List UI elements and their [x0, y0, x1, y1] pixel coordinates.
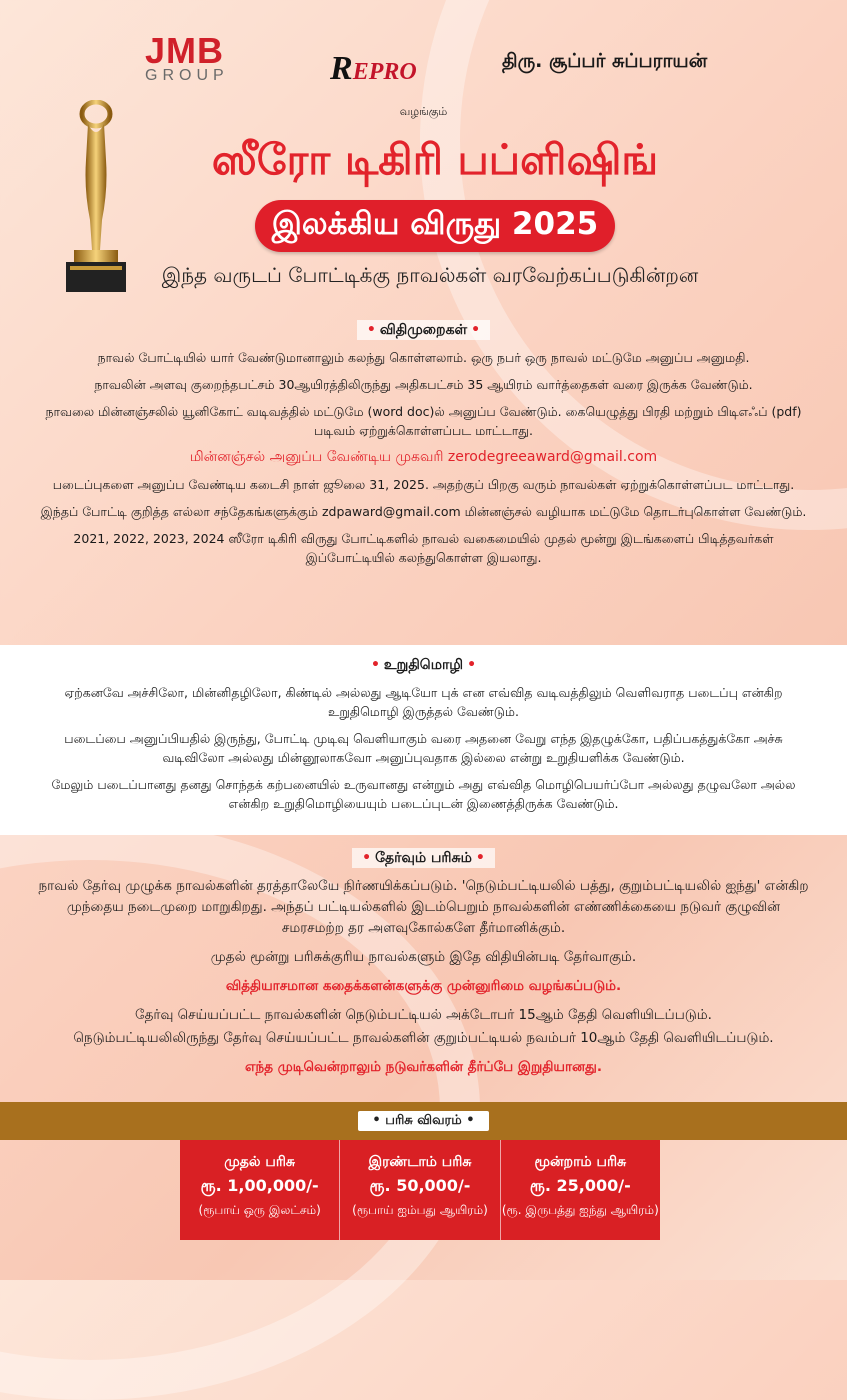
- award-badge: [255, 200, 615, 252]
- prize-words: (ரூ. இருபத்து ஐந்து ஆயிரம்): [501, 1203, 659, 1217]
- prize-words: (ரூபாய் ஐம்பது ஆயிரம்): [352, 1203, 488, 1217]
- rules-heading: விதிமுறைகள்: [379, 322, 468, 338]
- page-title: ஸீரோ டிகிரி பப்ளிஷிங்: [211, 135, 659, 184]
- rule-item: இந்தப் போட்டி குறித்த எல்லா சந்தேகங்களுக்கும் zdpaward@gmail.com மின்னஞ்சல் வழியாக மட்டுமே தொடர்புகொள்ள வேண்டும்.: [40, 504, 807, 519]
- selection-highlight: வித்தியாசமான கதைக்களன்களுக்கு முன்னுரிமை வழங்கப்படும்.: [225, 978, 622, 994]
- subtitle: இந்த வருடப் போட்டிக்கு நாவல்கள் வரவேற்கப்படுகின்றன: [161, 263, 699, 287]
- selection-text: நாவல் தேர்வு முழுக்க நாவல்களின் தரத்தாலேயே நிர்ணயிக்கப்படும். 'நெடும்பட்டியலில் பத்து, குறும்பட்டியலில் ஐந்து' என்கிற முந்தைய நடைமுறை மாறுகிறது. அந்தப் பட்டியல்களில் இடம்பெறும் நாவல்களின் எண்ணிக்கையை நடுவர் குழுவின் சமரசமற்ற தர அளவுகோல்களே தீர்மானிக்கும்.: [38, 878, 809, 936]
- selection-highlight: எந்த முடிவென்றாலும் நடுவர்களின் தீர்ப்பே இறுதியானது.: [245, 1059, 602, 1075]
- rule-item: நாவலை மின்னஞ்சலில் யூனிகோட் வடிவத்தில் மட்டுமே (word doc)ல் அனுப்ப வேண்டும். கையெழுத்து பிரதி மற்றும் பிடிஎஃப் (pdf) படிவம் ஏற்றுக்கொள்ளப்பட மாட்டாது.: [45, 404, 802, 438]
- selection-section: [35, 850, 812, 1086]
- rule-item: நாவலின் அளவு குறைந்தபட்சம் 30ஆயிரத்திலிருந்து அதிகபட்சம் 35 ஆயிரம் வார்த்தைகள் வரை இருக்க வேண்டும்.: [94, 377, 753, 392]
- jmb-logo: [145, 30, 229, 84]
- jmb-logo-text: JMB: [145, 30, 225, 71]
- rules-section: [35, 322, 812, 575]
- selection-text: தேர்வு செய்யப்பட்ட நாவல்களின் நெடும்பட்டியல் அக்டோபர் 15ஆம் தேதி வெளியிடப்படும்.: [135, 1007, 712, 1023]
- repro-logo-r: R: [330, 50, 353, 87]
- presents-label: வழங்கும்: [399, 105, 448, 118]
- pledge-item: ஏற்கனவே அச்சிலோ, மின்னிதழிலோ, கிண்டில் அல்லது ஆடியோ புக் என எவ்வித வடிவத்திலும் வெளிவராத படைப்பு என்கிற உறுதிமொழி இருத்தல் வேண்டும்.: [64, 685, 783, 719]
- prize-second: [340, 1140, 500, 1240]
- pledge-heading: உறுதிமொழி: [383, 657, 464, 673]
- email-line: மின்னஞ்சல் அனுப்ப வேண்டிய முகவரி zerodegreeaward@gmail.com: [189, 449, 658, 465]
- prize-heading: • பரிசு விவரம் •: [358, 1111, 488, 1131]
- prize-box: [180, 1140, 660, 1240]
- selection-heading: தேர்வும் பரிசும்: [375, 850, 472, 866]
- rule-item: 2021, 2022, 2023, 2024 ஸீரோ டிகிரி விருது போட்டிகளில் நாவல் வகைமையில் முதல் மூன்று இடங்களைப் பிடித்தவர்கள் இப்போட்டியில் கலந்துகொள்ள இயலாது.: [73, 531, 774, 565]
- award-title: இலக்கிய விருது 2025: [271, 206, 599, 242]
- prize-amount: ரூ. 25,000/-: [529, 1176, 631, 1195]
- section-heading: • உறுதிமொழி •: [35, 657, 812, 675]
- prize-heading-text: பரிசு விவரம்: [385, 1113, 462, 1128]
- selection-text: முதல் மூன்று பரிசுக்குரிய நாவல்களும் இதே விதியின்படி தேர்வாகும்.: [210, 949, 637, 965]
- prize-title: இரண்டாம் பரிசு: [368, 1154, 472, 1170]
- selection-text: நெடும்பட்டியலிலிருந்து தேர்வு செய்யப்பட்ட நாவல்களின் குறும்பட்டியல் நவம்பர் 10ஆம் தேதி வெளியிடப்படும்.: [73, 1030, 774, 1046]
- trophy-icon: [60, 100, 132, 296]
- prize-first: [180, 1140, 340, 1240]
- prize-title: முதல் பரிசு: [224, 1154, 296, 1170]
- rule-item: படைப்புகளை அனுப்ப வேண்டிய கடைசி நாள் ஜூலை 31, 2025. அதற்குப் பிறகு வரும் நாவல்கள் ஏற்றுக்கொள்ளப்பட மாட்டாது.: [52, 477, 795, 492]
- prize-third: [501, 1140, 660, 1240]
- pledge-item: மேலும் படைப்பானது தனது சொந்தக் கற்பனையில் உருவானது என்றும் அது எவ்வித மொழிபெயர்ப்போ அல்லது தழுவலோ அல்ல என்கிற உறுதிமொழியையும் படைப்புடன் இணைத்திருக்க வேண்டும்.: [51, 777, 796, 811]
- prize-amount: ரூ. 1,00,000/-: [200, 1176, 319, 1195]
- prize-words: (ரூபாய் ஒரு இலட்சம்): [198, 1203, 321, 1217]
- prize-heading-band: [0, 1102, 847, 1140]
- repro-logo-text: EPRO: [352, 59, 417, 85]
- pledge-item: படைப்பை அனுப்பியதில் இருந்து, போட்டி முடிவு வெளியாகும் வரை அதனை வேறு எந்த இதழுக்கோ, பதிப்பகத்துக்கோ அச்சு வடிவிலோ அல்லது மின்னூலாகவோ அனுப்புவதாக இல்லை என்று உறுதியளிக்க வேண்டும்.: [64, 731, 783, 765]
- repro-logo: [330, 50, 417, 88]
- section-heading: • விதிமுறைகள் •: [35, 322, 812, 340]
- prize-amount: ரூ. 50,000/-: [369, 1176, 471, 1195]
- rule-item: நாவல் போட்டியில் யார் வேண்டுமானாலும் கலந்து கொள்ளலாம். ஒரு நபர் ஒரு நாவல் மட்டுமே அனுப்ப அனுமதி.: [97, 350, 750, 365]
- prize-title: மூன்றாம் பரிசு: [534, 1154, 627, 1170]
- sponsor-name: திரு. சூப்பர் சுப்பராயன்: [502, 50, 708, 72]
- section-heading: • தேர்வும் பரிசும் •: [35, 850, 812, 868]
- header: [0, 0, 847, 110]
- pledge-section: [35, 657, 812, 821]
- jmb-logo-subtext: GROUP: [145, 67, 229, 84]
